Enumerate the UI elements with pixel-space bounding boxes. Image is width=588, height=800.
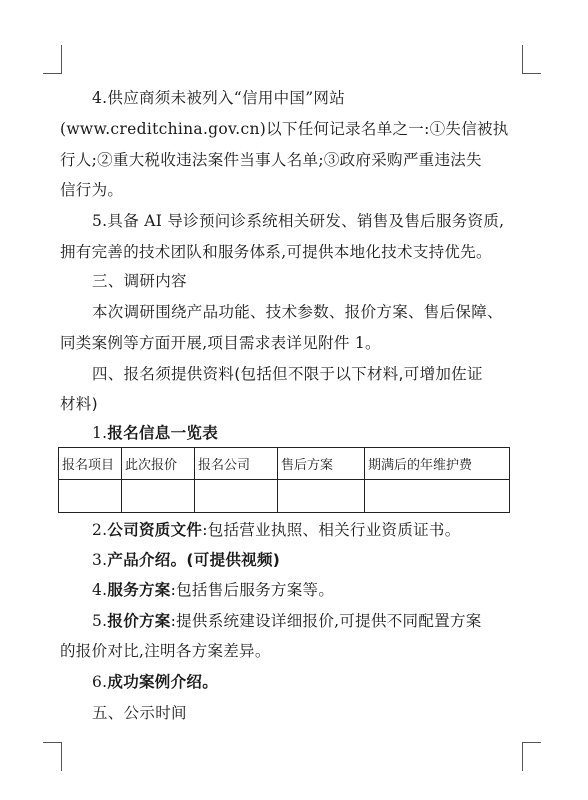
registration-info-table [58, 447, 510, 513]
item-2-number: 2. [92, 521, 108, 539]
item-4-text: :包括售后服务方案等。 [170, 581, 335, 599]
item-1 [92, 423, 562, 443]
item-3-number: 3. [92, 551, 108, 569]
section-4-heading-line-1: 四、报名须提供资料(包括但不限于以下材料,可增加佐证 [92, 365, 483, 383]
table-cell [195, 480, 278, 513]
item-6-title: 成功案例介绍。 [107, 673, 218, 691]
table-header-cell: 此次报价 [122, 448, 195, 480]
item-6-number: 6. [92, 673, 108, 691]
research-content-line-1: 本次调研围绕产品功能、技术参数、报价方案、售后保障、 [92, 303, 503, 321]
table-cell [278, 480, 365, 513]
section-4-heading-line-2: 材料) [60, 395, 98, 413]
table-row [59, 480, 510, 513]
table-header-cell: 期满后的年维护费 [365, 448, 510, 480]
item-4 [92, 580, 562, 600]
crop-mark-bottom-left [43, 742, 62, 771]
item-2 [92, 520, 562, 540]
table-header-cell: 售后方案 [278, 448, 365, 480]
item-5-number: 5. [92, 612, 108, 630]
requirement-4-line-4: 信行为。 [60, 181, 124, 199]
item-5-text: :提供系统建设详细报价,可提供不同配置方案 [170, 612, 482, 630]
table-header-row [59, 448, 510, 480]
requirement-5-line-1: 5.具备 AI 导诊预问诊系统相关研发、销售及售后服务资质, [92, 212, 505, 230]
requirement-4-line-2: (www.creditchina.gov.cn)以下任何记录名单之一:①失信被执 [60, 120, 509, 138]
item-1-title: 报名信息一览表 [107, 424, 218, 442]
table-cell [365, 480, 510, 513]
section-5-heading: 五、公示时间 [92, 704, 187, 722]
item-5-continuation: 的报价对比,注明各方案差异。 [60, 642, 271, 660]
item-4-number: 4. [92, 581, 108, 599]
item-1-number: 1. [92, 424, 108, 442]
table-header-cell: 报名项目 [59, 448, 122, 480]
item-2-title: 公司资质文件 [107, 521, 203, 539]
crop-mark-top-right [522, 45, 541, 74]
requirement-4-line-3: 行人;②重大税收违法案件当事人名单;③政府采购严重违法失 [60, 151, 482, 169]
requirement-4-line-1: 4.供应商须未被列入“信用中国”网站 [92, 89, 346, 107]
requirement-5-line-2: 拥有完善的技术团队和服务体系,可提供本地化技术支持优先。 [60, 243, 492, 261]
item-3-title: 产品介绍。(可提供视频) [107, 551, 281, 569]
table-cell [122, 480, 195, 513]
table-header-cell: 报名公司 [195, 448, 278, 480]
item-6 [92, 672, 562, 692]
item-4-title: 服务方案 [107, 581, 171, 599]
crop-mark-top-left [43, 45, 62, 74]
item-3 [92, 550, 562, 570]
item-5 [92, 611, 562, 631]
section-3-heading: 三、调研内容 [92, 272, 187, 290]
crop-mark-bottom-right [522, 742, 541, 771]
item-2-text: :包括营业执照、相关行业资质证书。 [202, 521, 461, 539]
table-cell [59, 480, 122, 513]
item-5-title: 报价方案 [107, 612, 171, 630]
research-content-line-2: 同类案例等方面开展,项目需求表详见附件 1。 [60, 334, 381, 352]
